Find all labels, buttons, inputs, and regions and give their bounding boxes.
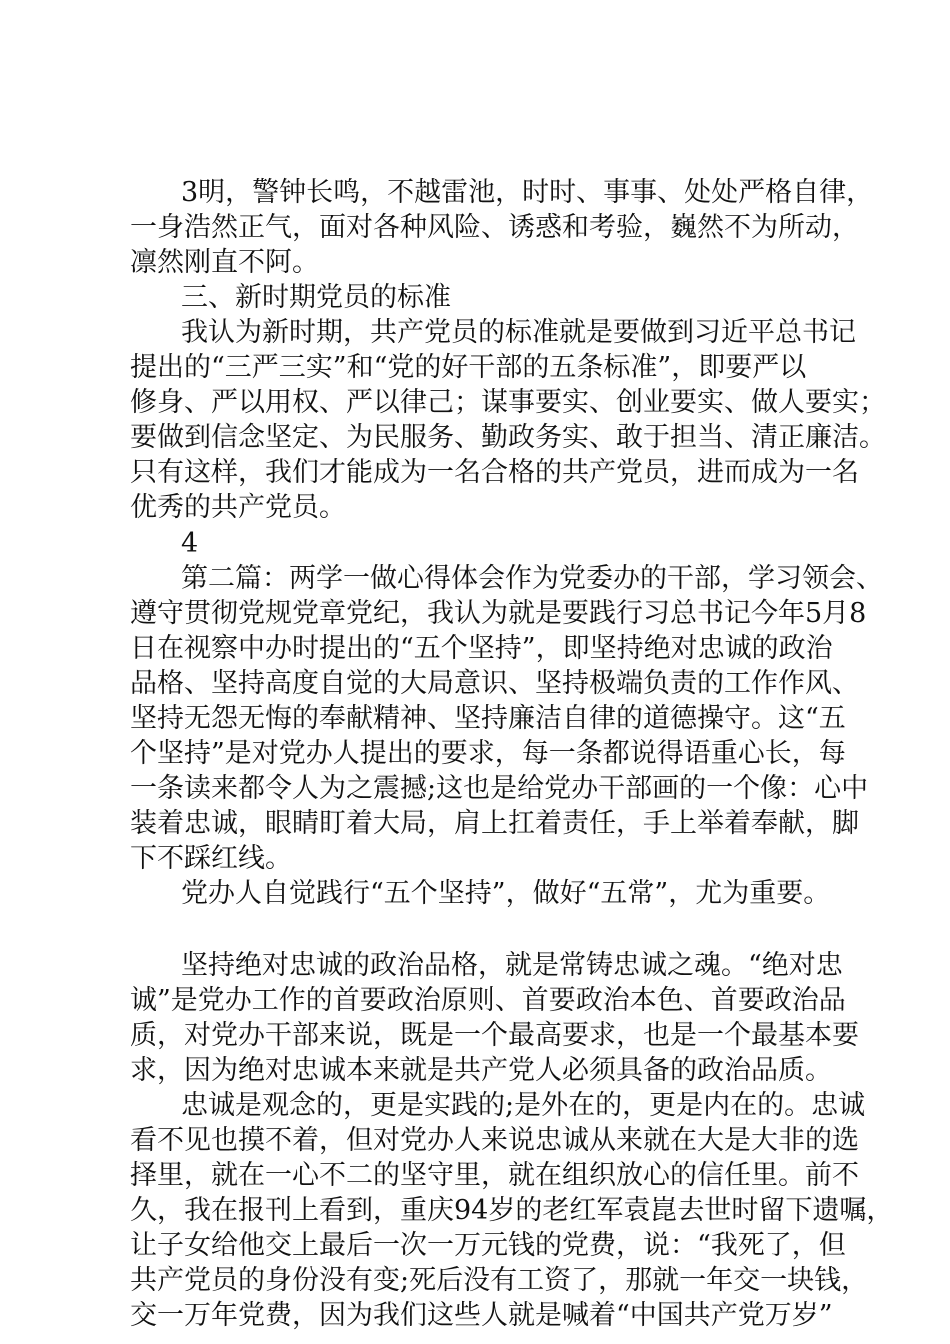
text-line: 共产党员的身份没有变;死后没有工资了，那就一年交一块钱， bbox=[130, 1265, 869, 1296]
text-line: 3明，警钟长鸣，不越雷池，时时、事事、处处严格自律， bbox=[181, 177, 874, 208]
text-line: 一身浩然正气，面对各种风险、诱惑和考验，巍然不为所动， bbox=[130, 212, 859, 243]
text-line: 品格、坚持高度自觉的大局意识、坚持极端负责的工作作风、 bbox=[130, 668, 859, 699]
text-line: 第二篇：两学一做心得体会作为党委办的干部，学习领会、 bbox=[181, 563, 883, 594]
text-line: 个坚持”是对党办人提出的要求，每一条都说得语重心长，每 bbox=[130, 738, 846, 769]
text-line: 坚持无怨无悔的奉献精神、坚持廉洁自律的道德操守。这“五 bbox=[130, 703, 846, 734]
text-line: 我认为新时期，共产党员的标准就是要做到习近平总书记 bbox=[181, 317, 856, 348]
text-line: 忠诚是观念的，更是实践的;是外在的，更是内在的。忠诚 bbox=[181, 1090, 866, 1121]
text-line: 求，因为绝对忠诚本来就是共产党人必须具备的政治品质。 bbox=[130, 1055, 832, 1086]
text-line: 看不见也摸不着，但对党办人来说忠诚从来就在大是大非的选 bbox=[130, 1125, 859, 1156]
text-line: 优秀的共产党员。 bbox=[130, 492, 346, 523]
section-heading: 三、新时期党员的标准 bbox=[181, 282, 451, 313]
text-line: 质，对党办干部来说，既是一个最高要求，也是一个最基本要 bbox=[130, 1020, 859, 1051]
text-line: 交一万年党费，因为我们这些人就是喊着“中国共产党万岁” bbox=[130, 1300, 833, 1331]
text-line: 只有这样，我们才能成为一名合格的共产党员，进而成为一名 bbox=[130, 457, 859, 488]
text-line: 诚”是党办工作的首要政治原则、首要政治本色、首要政治品 bbox=[130, 985, 846, 1016]
text-line: 修身、严以用权、严以律己；谋事要实、创业要实、做人要实； bbox=[130, 387, 886, 418]
text-line: 日在视察中办时提出的“五个坚持”，即坚持绝对忠诚的政治 bbox=[130, 633, 833, 664]
text-line: 下不踩红线。 bbox=[130, 843, 292, 874]
text-line: 要做到信念坚定、为民服务、勤政务实、敢于担当、清正廉洁。 bbox=[130, 422, 886, 453]
text-line: 凛然刚直不阿。 bbox=[130, 247, 319, 278]
text-line: 让子女给他交上最后一次一万元钱的党费，说：“我死了，但 bbox=[130, 1230, 846, 1261]
text-line: 遵守贯彻党规党章党纪，我认为就是要践行习总书记今年5月8 bbox=[130, 598, 867, 629]
text-line: 择里，就在一心不二的坚守里，就在组织放心的信任里。前不 bbox=[130, 1160, 859, 1191]
text-line: 提出的“三严三实”和“党的好干部的五条标准”，即要严以 bbox=[130, 352, 807, 383]
text-line: 久，我在报刊上看到，重庆94岁的老红军袁崑去世时留下遗嘱， bbox=[130, 1195, 894, 1226]
text-line: 装着忠诚，眼睛盯着大局，肩上扛着责任，手上举着奉献，脚 bbox=[130, 808, 859, 839]
page-number-marker: 4 bbox=[181, 528, 199, 559]
text-line: 坚持绝对忠诚的政治品格，就是常铸忠诚之魂。“绝对忠 bbox=[181, 950, 843, 981]
text-line: 党办人自觉践行“五个坚持”，做好“五常”，尤为重要。 bbox=[181, 878, 831, 909]
text-line: 一条读来都令人为之震撼;这也是给党办干部画的一个像：心中 bbox=[130, 773, 869, 804]
